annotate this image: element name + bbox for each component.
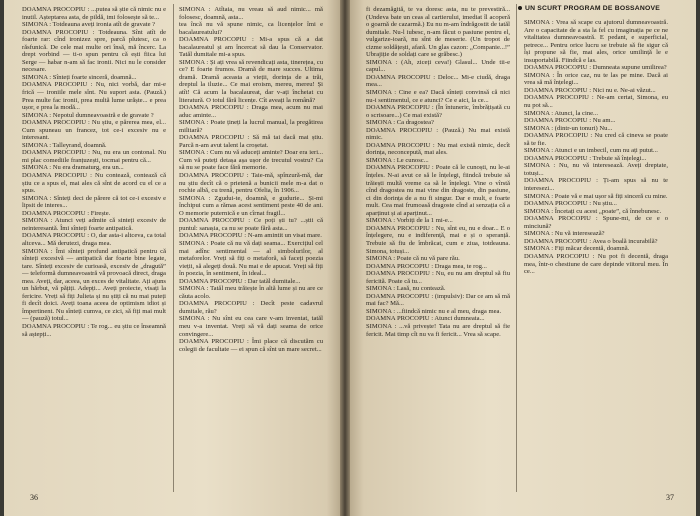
dialogue-line: SIMONA : Cum nu vă aduceți aminte? Doar era ieri... Cum vă puteți detașa așa ușor de trecutul vostru? Ca să nu se poate face fără memorie. <box>179 149 323 172</box>
dialogue-line: SIMONA : Poate vă e mai ușor să fiți sinceră cu mine. <box>524 192 668 200</box>
dialogue-line: SIMONA : (Ah, ziceți ceva!) Glasul... Unde tii-e capul... <box>366 58 510 74</box>
dialogue-line: DOAMNA PROCOPIU : Nu mai există nimic, decît dorința, neconcepută, mai ales. <box>366 141 510 157</box>
dialogue-line: SIMONA : Nepotul dumneavoastră e de gravate ? <box>22 111 154 119</box>
dialogue-line: DOAMNA PROCOPIU : Avea o boală incurabilă? <box>524 237 658 245</box>
column-divider <box>173 4 174 492</box>
dialogue-line: DOAMNA PROCOPIU : Nu, nu era un contonal. Nu mi plac comediile franțuzești, tocmai pentru că... <box>22 149 166 164</box>
dialogue-line: SIMONA : Zgudui-te, doamnă, e gudurie... Și-mi închipui cum a rămas acest sentiment peste 40 de ani. O memorie puternică e un cîrnat fragil... <box>179 194 323 217</box>
dialogue-line: SIMONA : (dintr-un tonuri) Nu... <box>524 124 613 132</box>
running-title: UN SCURT PROGRAM DE BOSSANOVE <box>525 5 660 12</box>
right-page-column-2 <box>524 19 668 498</box>
dialogue-line: DOAMNA PROCOPIU : Mi-a spus că a dat bacalaureatul și am încercat să dau la Conservator. Tatăl dumitale mi-a spus. <box>179 36 323 59</box>
dialogue-line: SIMONA : Fiți măcar decentă, doamnă. <box>524 245 630 253</box>
dialogue-line: DOAMNA PROCOPIU : Taie-mă, spînzură-mă, dar nu știu decît că o prietenă a bunicii mele m-a dat o rochie albă, cu trenă, pentru Ofelia, în 1906... <box>179 172 323 195</box>
dialogue-line: DOAMNA PROCOPIU : Draga mea, acum nu mai aduc aminte... <box>179 104 323 119</box>
dialogue-line: DOAMNA PROCOPIU : ...putea să știe că nimic nu e inutil. Așteptarea asta, de pildă, imi folosește să te... <box>22 6 166 21</box>
dialogue-line: DOAMNA PROCOPIU : Nu, sînt eu, nu e doar... E o înțelegere, nu e indiferență, mai e și o speranță. Trebuie să fiu de îmbrăcat, cum e ziua, totdeauna. Simona, totuși... <box>366 224 510 255</box>
dialogue-line: SIMONA : Atunci, la cine... <box>524 109 598 117</box>
left-page-column-1 <box>22 6 166 498</box>
dialogue-line: DOAMNA PROCOPIU : N-am amintit un visat mare. <box>179 232 322 240</box>
right-page-column-1 <box>366 6 510 498</box>
dialogue-line: SIMONA : Nu vă interesează? <box>524 230 605 238</box>
dialogue-line: SIMONA : În orice caz, nu te las pe mine. Dacă ai vrea să mă înțelegi... <box>524 71 668 87</box>
dialogue-line: DOAMNA PROCOPIU : Nu contează, contează că știu ce a spus el, mai ales că sînt de acord cu el ce a spus. <box>22 172 166 195</box>
dialogue-line: SIMONA : Nu, nu vă interesează. Aveți dreptate, totuși... <box>524 162 668 177</box>
dialogue-line: SIMONA : Atunci veți admite că sinteți excesiv de neinteresantă. Îmi sînteți foarte antipatică. <box>22 217 166 232</box>
dialogue-line: SIMONA : Sînteți deci de părere că tot ce-i excesiv e lipsit de interes... <box>22 194 166 210</box>
dialogue-line: SIMONA : Totdeauna aveți ironia atît de gravate ? <box>22 21 156 29</box>
dialogue-line: SIMONA : Ca dragostea? <box>366 119 434 127</box>
dialogue-line: DOAMNA PROCOPIU : (impulsiv): Dar ce am să mă mai fac? Mă... <box>366 292 510 308</box>
dialogue-line: SIMONA : Încetați cu acest „poate”, că înnebunesc. <box>524 207 662 215</box>
dialogue-line: SIMONA : Atunci e un imbecil, cum nu ați putut... <box>524 147 658 155</box>
left-page <box>4 0 340 516</box>
dialogue-line: DOAMNA PROCOPIU : Trebuie să înțelegi... <box>524 154 647 162</box>
dialogue-line: DOAMNA PROCOPIU : Te rog... eu știu ce înseamnă să aștepți... <box>22 322 166 338</box>
dialogue-line: SIMONA : Și ați vrea să revendicați asta, tinerețea, cu ce? E foarte frumos. Dramă de mare succes. Ultima dramă. Dramă aceasta a vieții, dorința de a trăi, dreptul la iluzie... Ce mai eroism, mereu, mereu! Și atît! Că acum la bacalaureat, dar v-ați încheiat cu literatură. O totul fără licențe. Cît aveați la română? <box>179 58 323 104</box>
dialogue-line: DOAMNA PROCOPIU : Îmi place că discutăm cu colegii de facultate — ei spun că sînt un mare secret... <box>179 338 323 353</box>
dialogue-line: tea încă nu vă spune nimic, ca licențelor îmi e bacalaureatului? <box>179 21 323 36</box>
dialogue-line: SIMONA : Le cunosc... <box>366 156 429 164</box>
dialogue-line: DOAMNA PROCOPIU : Dumneata supune umilirea? <box>524 64 667 72</box>
right-page <box>350 0 696 516</box>
book-gutter <box>340 0 350 516</box>
dialogue-line: SIMONA : Poate țineți la lucrul manual, la pregătirea militară? <box>179 119 323 134</box>
round-bullet-icon <box>518 6 522 10</box>
dialogue-line: SIMONA : Vrea să scape cu ajutorul dumneavoastră. Are o capacitate de a sta la fel cu imaginația pe ce ne vitalitatea dumneavoastră. E pedant, e superficial, petrece... Pentru orice lucru se trebuie să fie sigur că își propune să fie, mai ales, orice umilință le e insuportabilă. Fiindcă e las. <box>524 19 668 64</box>
dialogue-line: DOAMNA PROCOPIU : Nu știu... <box>524 200 617 208</box>
dialogue-line: SIMONA : Nu era dramaturg, era un... <box>22 164 124 172</box>
dialogue-line: DOAMNA PROCOPIU : Nu cred că cineva se poate să te fie. <box>524 132 668 147</box>
dialogue-line: SIMONA : Îmi sînteți profund antipatică pentru că sînteți excesivă — antipatică dar foarte bine legate, tare. Sînteți excesiv de curioasă, excesiv de „dragută” — teleformă dumneavoastră vă provoacă direct, draga mea. Aveți, dar, aceea, un exces de vitalitate. Ați ajuns un hărbut, vă pățiți. Adepți... Aveți proiecte, visați la fericire. Vreți să fiți Julieta și nu știți că nu mai puteți fi decît doici. Aveți toana aceea de optimism idiot și împertinent. Nu sînteți cumva, ce zici, să fiți mai mult — (pauză) totul... <box>22 247 166 323</box>
dialogue-line: DOAMNA PROCOPIU : Decît peste cadavrul dumitale, rău? <box>179 300 323 315</box>
dialogue-line: DOAMNA PROCOPIU : (În întuneric, îmbrățișată cu o scrisoare...) Ce mai există? <box>366 104 510 119</box>
dialogue-line: SIMONA : Sînteți foarte sinceră, doamnă... <box>22 73 137 81</box>
dialogue-line: DOAMNA PROCOPIU : Dar tatăl dumitale... <box>179 277 301 285</box>
page-number-right: 37 <box>666 493 674 502</box>
dialogue-line: DOAMNA PROCOPIU : Nici nu e. Ne-ai văzut... <box>524 86 656 94</box>
dialogue-line: DOAMNA PROCOPIU : Spune-mi, de ce e o minciună? <box>524 215 668 230</box>
dialogue-line: DOAMNA PROCOPIU : Să mă tai dacă mai știu. Parcă n-am avut talent la croșetat. <box>179 134 323 149</box>
dialogue-line: SIMONA : Talleyrand, doamnă. <box>22 141 107 149</box>
dialogue-line: DOAMNA PROCOPIU : O, dar asta-i altceva, ca total altceva... Mă derutezi, draga mea. <box>22 232 166 247</box>
dialogue-line: DOAMNA PROCOPIU : Nu, eu nu am dreptul să fiu fericită. Poate că tu... <box>366 270 510 285</box>
dialogue-line: DOAMNA PROCOPIU : Nu pot fi decentă, draga mea, într-o chestiune de care depinde viitorul meu. În ce... <box>524 252 668 276</box>
dialogue-line: DOAMNA PROCOPIU : Ți-am spus să nu te interesezi... <box>524 177 668 193</box>
dialogue-line: SIMONA : Atîtaia, nu vreau să aud nimic... mă folosesc, doamnă, asta... <box>179 6 323 21</box>
left-page-column-2 <box>179 6 323 498</box>
dialogue-line: DOAMNA PROCOPIU : Atunci dumneata... <box>366 315 485 323</box>
dialogue-line: DOAMNA PROCOPIU : Draga mea, te rog... <box>366 262 487 270</box>
column-divider <box>516 4 517 492</box>
dialogue-line: SIMONA : Poate că nu vă pare rău. <box>366 255 460 263</box>
dialogue-line: DOAMNA PROCOPIU : Nu știu, e părerea mea, el... Cum spuneau un francez, tot ce-i excesiv nu e interesant. <box>22 119 166 142</box>
dialogue-line: SIMONA : ...vă privește! Tata nu are dreptul să fie fericit. Mai timp cît nu va fi fericit... Vrea să scape. <box>366 322 510 338</box>
dialogue-line: SIMONA : Lasă, nu contează. <box>366 285 446 293</box>
dialogue-line: DOAMNA PROCOPIU : (Pauză.) Nu mai există nimic. <box>366 126 510 142</box>
dialogue-line: DOAMNA PROCOPIU : Ce poți ști tu? ...știi că puntul: sanașia, ca nu se poate fără asta... <box>179 217 323 232</box>
dialogue-line: SIMONA : Tatăl meu trăiește în altă lume și nu are ce căuta acolo. <box>179 285 323 300</box>
dialogue-line: DOAMNA PROCOPIU : Ne-am certat, Simona, eu nu pot să... <box>524 94 668 110</box>
dialogue-line: DOAMNA PROCOPIU : Totdeauna. Sînt atît de foarte rar: cînd ironizez spre, parcă plutesc, ca o răsfunică. De cele mai multe ori însă, mă încerc. La drept vorbind — ti-o spun pentru că ești fiica lui Serge — habar n-am să fac ironii. Nici nu le consider necesare. <box>22 28 166 74</box>
dialogue-line: DOAMNA PROCOPIU : Nu am... <box>524 117 616 125</box>
dialogue-line: SIMONA : Cine e ea? Dacă sînteți convinsă că nici nu-i sentimentul, ce e atunci? Ce e aici, la ce... <box>366 89 510 104</box>
dialogue-line: SIMONA : ...fiindcă nimic nu e al meu, draga mea. <box>366 307 502 315</box>
page-number-left: 36 <box>30 493 38 502</box>
dialogue-line: SIMONA : Nu sînt eu cea care v-am inventat, tatăl meu v-a inventat. Vreți să vă dați seama de orice convingere... <box>179 315 323 338</box>
dialogue-line: DOAMNA PROCOPIU : Poate că le cunoști, nu le-ai înțeles. N-ai avut ce să le înțelegi, fiindcă trebuie să trăiești multă vreme ca să le înțelegi. Vine o vîrstă cînd dragostea nu mai vine din dragoste, din pasiune, ci din dorința de a nu fi singur. Dar e mult, e foarte mult. Cea mai frumoasă dragoste cînd ai senzația că a aparținut și ai aparținut... <box>366 164 510 217</box>
dialogue-line: SIMONA : Poate că nu vă dați seama... Exercițiul cel mai adînc sentimental — al simbolurilor, al metaforelor. Vreți să fiți o metaforă, să faceți poezia vieții, să alegeți două. Nu mai e de apucat. Vreți să fiți în poezia, în sentiment, în ideal... <box>179 239 323 278</box>
dialogue-line: DOAMNA PROCOPIU : Deloc... Mi-e ciudă, draga mea... <box>366 73 510 89</box>
dialogue-line: DOAMNA PROCOPIU : Firește. <box>22 209 111 217</box>
dialogue-line: SIMONA : Vorbiți de la 1 mi-e... <box>366 217 453 225</box>
running-header <box>518 5 693 12</box>
dialogue-line: fi dezamăgită, te va doresc asta, nu te prevestiră... (Undeva bate un ceas al cartierului, imediat îl acoperă o goarnă de cazarmă.) Eu nu m-am îndrăgostit de tatăl dumitale. Nu-l iubesc, n-am făcut o pasiune pentru el, vulgarize-ioară, nu sînt de meserie. (Un tropot de cizme soldățești, afară. Un glas cazon: „Companie...!” Ubrajiție de soldați care se grăbesc.) <box>366 6 510 59</box>
dialogue-line: DOAMNA PROCOPIU : Nu, nici vorbă, dar mi-e frică — ironiile mele sînt. Nu suport asta. (Pauză.) Prea multe fac ironii, prea multă lume urăște... e prea ușor, e prea la modă... <box>22 81 166 112</box>
